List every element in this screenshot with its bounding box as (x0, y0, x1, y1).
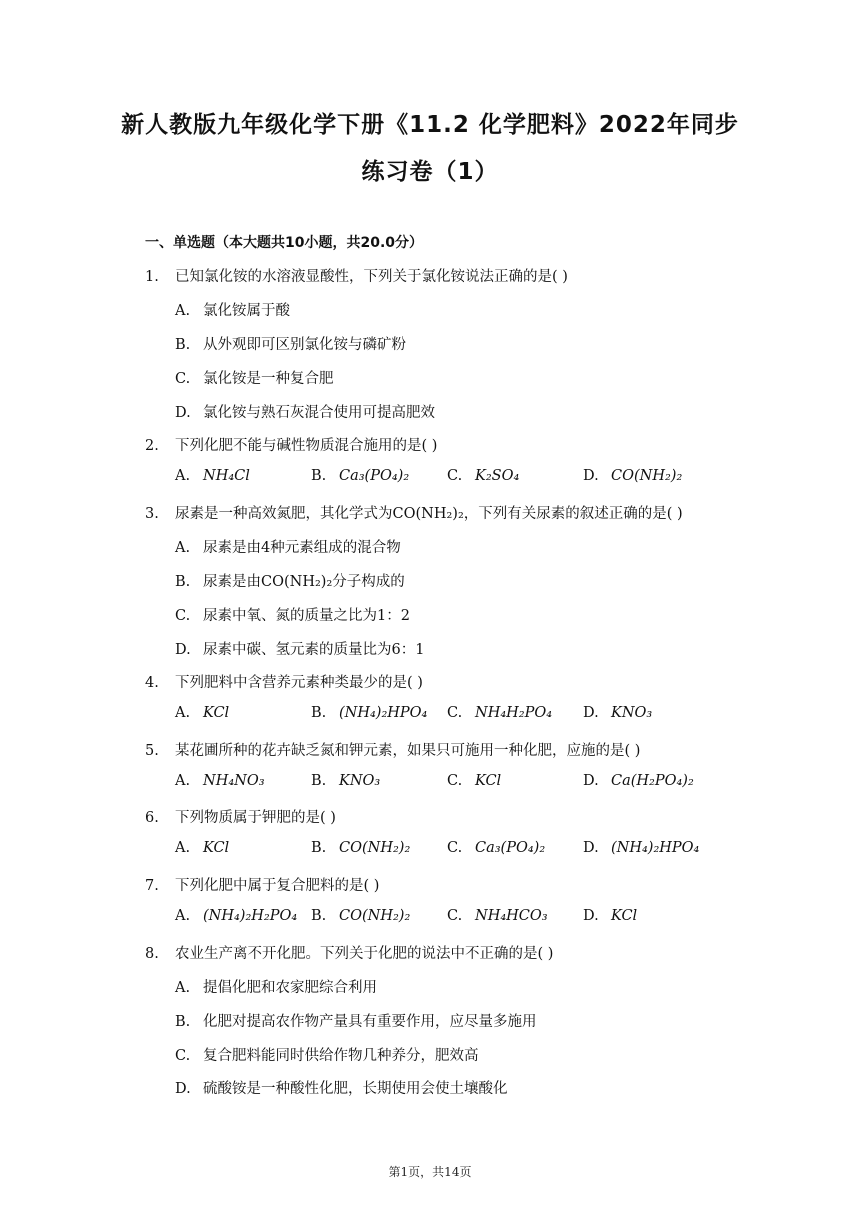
option-letter: D. (583, 773, 599, 789)
option-5a (175, 773, 265, 789)
option-text: CO(NH₂)₂ (611, 468, 683, 484)
option-text: (NH₄)₂H₂PO₄ (203, 908, 298, 924)
option-letter: D. (175, 1081, 191, 1097)
option-letter: C. (447, 908, 463, 924)
option-letter: B. (311, 468, 327, 484)
question-number: 5. (145, 743, 159, 759)
option-2c (447, 468, 519, 484)
option-text: KNO₃ (611, 705, 653, 721)
option-text: 化肥对提高农作物产量具有重要作用，应尽量多施用 (203, 1014, 537, 1030)
question-number: 7. (145, 878, 159, 894)
option-6a (175, 840, 229, 856)
question-text: 下列化肥不能与碱性物质混合施用的是( ) (175, 438, 438, 454)
option-letter: A. (175, 468, 191, 484)
option-2d (583, 468, 682, 484)
option-letter: A. (175, 540, 191, 556)
page-title-line1: 新人教版九年级化学下册《11.2 化学肥料》2022年同步 (121, 112, 739, 138)
option-letter: A. (175, 980, 191, 996)
option-4a (175, 705, 229, 721)
question-6 (145, 806, 336, 827)
option-letter: A. (175, 773, 191, 789)
page-title-line2: 练习卷（1） (361, 159, 499, 185)
question-text: 下列化肥中属于复合肥料的是( ) (175, 878, 380, 894)
question-8 (145, 942, 553, 963)
option-text: 尿素中碳、氢元素的质量比为6：1 (203, 642, 425, 658)
option-letter: C. (175, 1048, 191, 1064)
option-text: KCl (203, 705, 230, 721)
option-4c (447, 705, 552, 721)
option-text: (NH₄)₂HPO₄ (339, 705, 428, 721)
option-letter: C. (447, 468, 463, 484)
question-text: 尿素是一种高效氮肥，其化学式为CO(NH₂)₂，下列有关尿素的叙述正确的是( ) (175, 506, 683, 522)
option-text: K₂SO₄ (475, 468, 520, 484)
option-6c (447, 840, 545, 856)
option-7d (583, 908, 637, 924)
option-text: (NH₄)₂HPO₄ (611, 840, 700, 856)
option-text: KNO₃ (339, 773, 381, 789)
option-text: CO(NH₂)₂ (339, 908, 411, 924)
option-letter: D. (583, 705, 599, 721)
option-3b (175, 570, 405, 591)
question-4 (145, 671, 423, 692)
question-1 (145, 265, 568, 286)
option-text: 尿素是由CO(NH₂)₂分子构成的 (203, 574, 405, 590)
option-letter: D. (583, 468, 599, 484)
option-text: Ca(H₂PO₄)₂ (611, 773, 694, 789)
option-7c (447, 908, 548, 924)
option-1a (175, 299, 290, 320)
option-1b (175, 333, 406, 354)
option-3d (175, 638, 424, 659)
option-6b (311, 840, 410, 856)
option-3a (175, 536, 401, 557)
option-letter: B. (311, 705, 327, 721)
option-2b (311, 468, 409, 484)
option-5d (583, 773, 694, 789)
option-letter: D. (175, 405, 191, 421)
option-text: Ca₃(PO₄)₂ (475, 840, 546, 856)
option-letter: D. (583, 840, 599, 856)
option-1d (175, 401, 435, 422)
option-letter: B. (311, 840, 327, 856)
option-5b (311, 773, 380, 789)
option-letter: D. (583, 908, 599, 924)
option-text: NH₄H₂PO₄ (475, 705, 553, 721)
option-text: 尿素中氧、氮的质量之比为1：2 (203, 608, 410, 624)
option-text: 提倡化肥和农家肥综合利用 (203, 980, 377, 996)
option-7a (175, 908, 297, 924)
question-number: 6. (145, 810, 159, 826)
option-7b (311, 908, 410, 924)
option-text: 尿素是由4种元素组成的混合物 (203, 540, 401, 556)
question-text: 下列肥料中含营养元素种类最少的是( ) (175, 675, 423, 691)
option-text: NH₄HCO₃ (475, 908, 548, 924)
option-6d (583, 840, 699, 856)
option-text: KCl (203, 840, 230, 856)
question-text: 下列物质属于钾肥的是( ) (175, 810, 336, 826)
option-2a (175, 468, 250, 484)
question-text: 农业生产离不开化肥。下列关于化肥的说法中不正确的是( ) (175, 946, 554, 962)
option-letter: C. (175, 608, 191, 624)
option-letter: B. (311, 773, 327, 789)
option-letter: B. (175, 337, 191, 353)
option-8c (175, 1044, 479, 1065)
option-8b (175, 1010, 537, 1031)
option-text: 氯化铵与熟石灰混合使用可提高肥效 (203, 405, 435, 421)
option-text: 从外观即可区别氯化铵与磷矿粉 (203, 337, 406, 353)
question-text: 已知氯化铵的水溶液显酸性，下列关于氯化铵说法正确的是( ) (175, 269, 568, 285)
option-1c (175, 367, 334, 388)
option-letter: A. (175, 705, 191, 721)
question-number: 1. (145, 269, 159, 285)
question-number: 8. (145, 946, 159, 962)
option-text: 氯化铵是一种复合肥 (203, 371, 334, 387)
option-text: KCl (475, 773, 502, 789)
option-4d (583, 705, 652, 721)
section-heading: 一、单选题（本大题共10小题，共20.0分） (145, 235, 424, 251)
option-text: CO(NH₂)₂ (339, 840, 411, 856)
question-3 (145, 502, 683, 523)
option-4b (311, 705, 427, 721)
option-text: 氯化铵属于酸 (203, 303, 290, 319)
question-5 (145, 739, 640, 760)
option-8d (175, 1077, 508, 1098)
option-text: NH₄Cl (203, 468, 250, 484)
option-8a (175, 976, 377, 997)
option-5c (447, 773, 501, 789)
option-letter: B. (175, 574, 191, 590)
option-letter: D. (175, 642, 191, 658)
option-3c (175, 604, 410, 625)
option-text: KCl (611, 908, 638, 924)
option-text: 硫酸铵是一种酸性化肥，长期使用会使土壤酸化 (203, 1081, 508, 1097)
option-letter: B. (311, 908, 327, 924)
option-letter: C. (447, 705, 463, 721)
option-letter: B. (175, 1014, 191, 1030)
option-letter: A. (175, 908, 191, 924)
question-text: 某花圃所种的花卉缺乏氮和钾元素，如果只可施用一种化肥，应施的是( ) (175, 743, 641, 759)
option-text: Ca₃(PO₄)₂ (339, 468, 410, 484)
option-text: 复合肥料能同时供给作物几种养分，肥效高 (203, 1048, 479, 1064)
question-number: 2. (145, 438, 159, 454)
question-number: 3. (145, 506, 159, 522)
option-letter: A. (175, 840, 191, 856)
page-footer: 第1页，共14页 (388, 1165, 472, 1179)
question-2 (145, 434, 437, 455)
option-text: NH₄NO₃ (203, 773, 265, 789)
question-7 (145, 874, 379, 895)
option-letter: A. (175, 303, 191, 319)
option-letter: C. (447, 840, 463, 856)
question-number: 4. (145, 675, 159, 691)
option-letter: C. (175, 371, 191, 387)
option-letter: C. (447, 773, 463, 789)
